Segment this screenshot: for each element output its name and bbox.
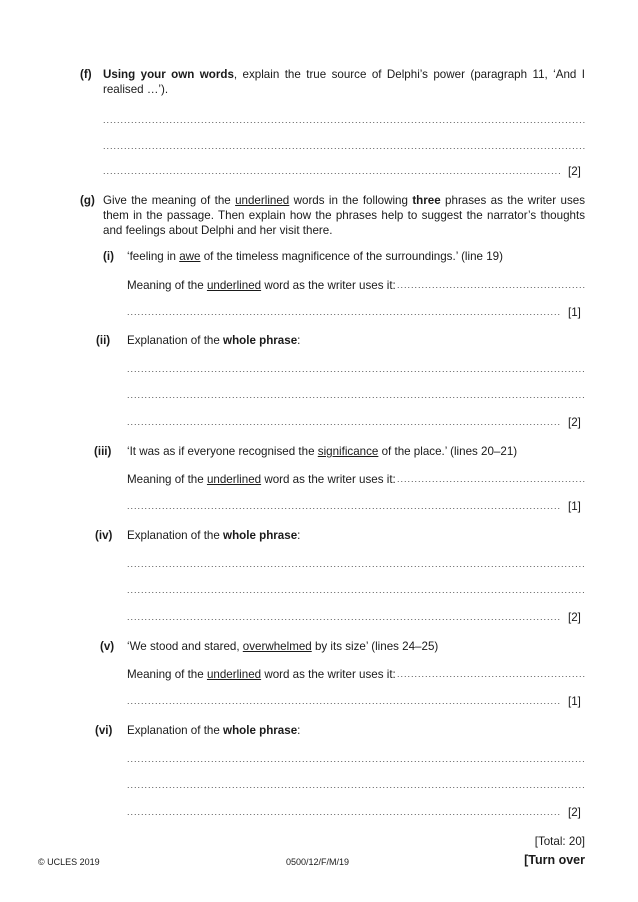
part-ii-label: (ii) <box>96 334 111 347</box>
explanation-prompt <box>127 723 300 738</box>
mark: [1] <box>568 306 581 319</box>
question-g-underlined: underlined <box>235 194 290 207</box>
question-g-text <box>103 193 585 238</box>
part-iii-label: (iii) <box>94 445 112 458</box>
explanation-bold: whole phrase <box>223 724 298 737</box>
part-i-quote <box>127 249 503 264</box>
answer-line[interactable] <box>397 278 585 292</box>
footer-turn-over: [Turn over <box>524 853 585 867</box>
question-g-bold: three <box>412 194 441 207</box>
answer-line[interactable] <box>127 415 561 429</box>
meaning-text: Meaning of the <box>127 279 207 292</box>
mark: [1] <box>568 695 581 708</box>
mark: [2] <box>568 165 581 178</box>
answer-line[interactable] <box>127 805 561 819</box>
answer-line[interactable] <box>127 499 561 513</box>
answer-line[interactable] <box>127 388 585 402</box>
answer-line[interactable] <box>127 610 561 624</box>
answer-line[interactable] <box>127 778 585 792</box>
quote-text: ‘We stood and stared, <box>127 640 243 653</box>
meaning-text: word as the writer uses it: <box>261 668 396 681</box>
answer-line[interactable] <box>127 557 585 571</box>
total-marks: [Total: 20] <box>534 835 585 848</box>
question-g-text-a: Give the meaning of the <box>103 194 236 207</box>
part-iii-quote <box>127 444 517 459</box>
question-f-rest: , explain the true source of Delphi’s power (paragraph 11, ‘And I realised …’). <box>103 68 585 96</box>
explanation-prompt <box>127 333 300 348</box>
question-f-text <box>103 67 585 97</box>
mark: [2] <box>568 806 581 819</box>
question-g-text-c: phrases as the writer uses them in the passage. Then explain how the phrases help to suggest the narrator’s thoughts and feelings about Delphi and her visit there. <box>103 194 585 237</box>
part-iv-label: (iv) <box>95 529 113 542</box>
quote-text: ‘It was as if everyone recognised the <box>127 445 318 458</box>
meaning-underlined: underlined <box>206 668 262 681</box>
footer-paper-code: 0500/12/F/M/19 <box>286 857 350 867</box>
quote-text: by its size’ (lines 24–25) <box>311 640 439 653</box>
explanation-text: Explanation of the <box>127 334 224 347</box>
footer-copyright: © UCLES 2019 <box>38 857 100 867</box>
quote-text: of the timeless magnificence of the surroundings.’ (line 19) <box>200 250 503 263</box>
question-f-lead: Using your own words <box>103 68 234 81</box>
explanation-text: : <box>297 334 301 347</box>
part-i-label: (i) <box>103 250 114 263</box>
meaning-text: word as the writer uses it: <box>261 279 396 292</box>
answer-line[interactable] <box>103 113 585 127</box>
meaning-text: Meaning of the <box>127 668 207 681</box>
answer-line[interactable] <box>127 583 585 597</box>
answer-line[interactable] <box>397 472 585 486</box>
quote-underlined: significance <box>317 445 379 458</box>
explanation-text: : <box>297 724 301 737</box>
answer-line[interactable] <box>127 752 585 766</box>
quote-underlined: overwhelmed <box>242 640 312 653</box>
answer-line[interactable] <box>127 305 561 319</box>
meaning-text: Meaning of the <box>127 473 207 486</box>
meaning-underlined: underlined <box>206 473 262 486</box>
mark: [2] <box>568 611 581 624</box>
answer-line[interactable] <box>103 164 561 178</box>
meaning-prompt <box>127 278 396 293</box>
quote-text: of the place.’ (lines 20–21) <box>378 445 518 458</box>
explanation-prompt <box>127 528 300 543</box>
answer-line[interactable] <box>397 667 585 681</box>
mark: [1] <box>568 500 581 513</box>
answer-line[interactable] <box>103 139 585 153</box>
question-g-label: (g) <box>80 194 95 207</box>
answer-line[interactable] <box>127 362 585 376</box>
meaning-underlined: underlined <box>206 279 262 292</box>
quote-underlined: awe <box>179 250 201 263</box>
part-vi-label: (vi) <box>95 724 113 737</box>
meaning-text: word as the writer uses it: <box>261 473 396 486</box>
explanation-bold: whole phrase <box>223 334 298 347</box>
question-f-label: (f) <box>80 68 92 81</box>
question-g-text-b: words in the following <box>289 194 413 207</box>
quote-text: ‘feeling in <box>127 250 180 263</box>
mark: [2] <box>568 416 581 429</box>
meaning-prompt <box>127 472 396 487</box>
part-v-label: (v) <box>100 640 115 653</box>
explanation-bold: whole phrase <box>223 529 298 542</box>
answer-line[interactable] <box>127 694 561 708</box>
explanation-text: : <box>297 529 301 542</box>
explanation-text: Explanation of the <box>127 529 224 542</box>
explanation-text: Explanation of the <box>127 724 224 737</box>
meaning-prompt <box>127 667 396 682</box>
part-v-quote <box>127 639 438 654</box>
